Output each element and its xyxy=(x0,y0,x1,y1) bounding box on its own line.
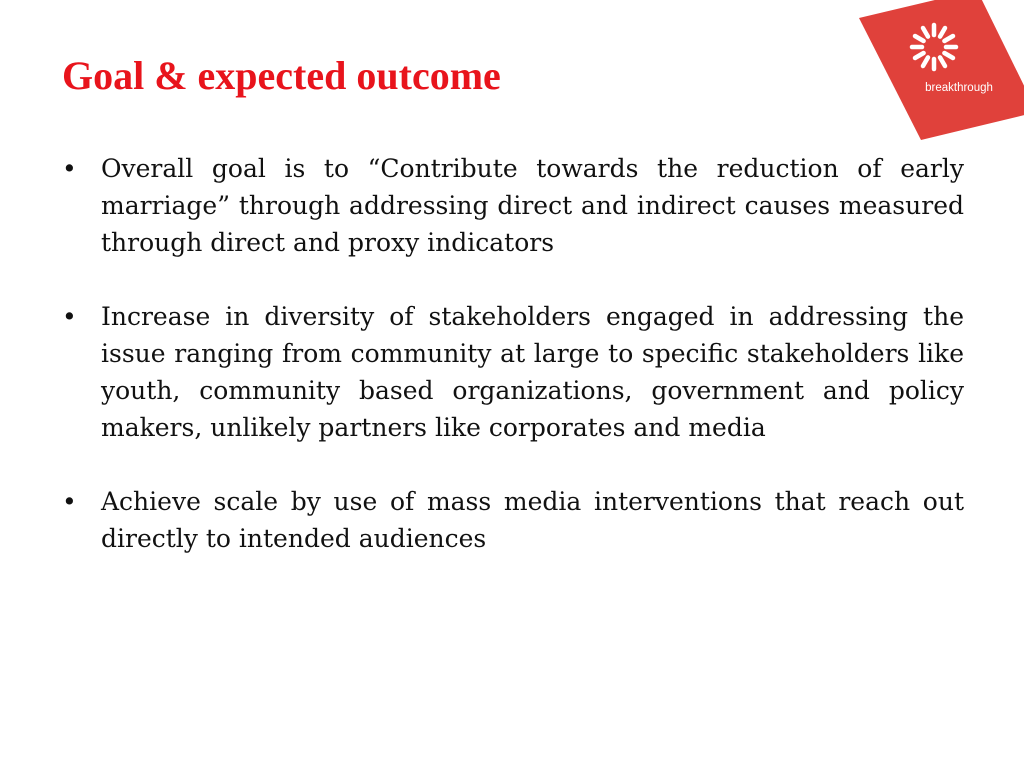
bullet-item-overall-goal xyxy=(62,150,964,261)
bullet-icon: • xyxy=(62,154,77,183)
slide-title: Goal & expected outcome xyxy=(62,53,501,98)
bullet-text: Increase in diversity of stakeholders engaged in addressing the issue ranging from community at large to specific stakeholders like youth, community based organizations, government and policy makers, unlikely partners like corporates and media xyxy=(101,302,964,442)
breakthrough-logo xyxy=(859,0,1024,140)
bullet-text: Overall goal is to “Contribute towards the reduction of early marriage” through addressing direct and indirect causes measured through direct and proxy indicators xyxy=(101,154,964,257)
bullet-item-stakeholders xyxy=(62,298,964,446)
logo-wordmark: breakthrough xyxy=(925,82,993,94)
bullet-icon: • xyxy=(62,302,77,331)
bullet-item-scale xyxy=(62,483,964,557)
bullet-text: Achieve scale by use of mass media interventions that reach out directly to intended audiences xyxy=(101,487,964,553)
bullet-list xyxy=(62,150,964,594)
logo-background xyxy=(859,0,1024,140)
bullet-icon: • xyxy=(62,487,77,516)
